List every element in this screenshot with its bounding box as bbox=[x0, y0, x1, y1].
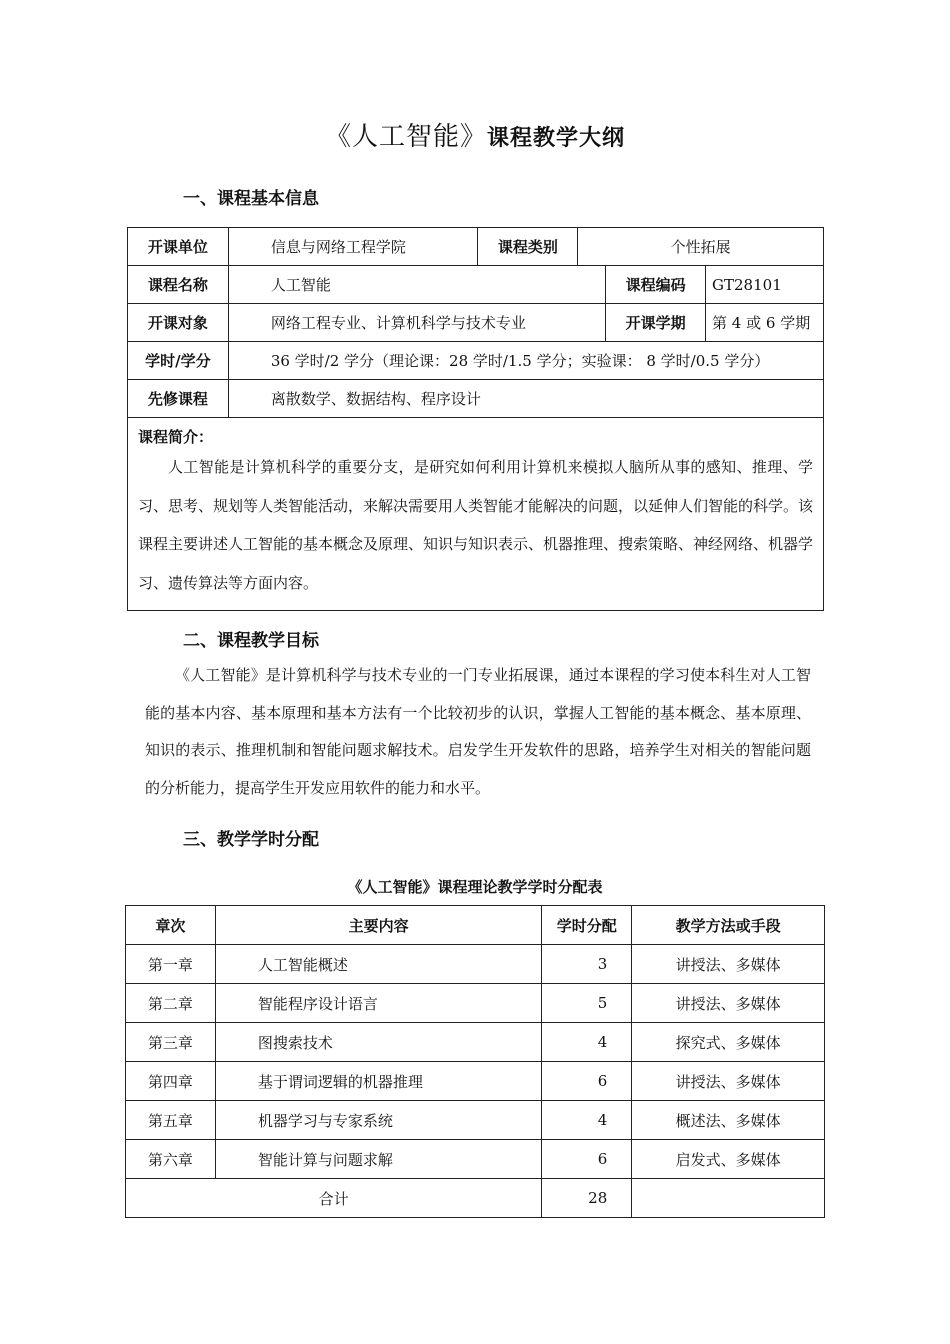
name-value: 人工智能 bbox=[228, 266, 605, 304]
hours-cell: 6 bbox=[542, 1062, 632, 1101]
hours-allocation-table bbox=[125, 905, 825, 1218]
header-content: 主要内容 bbox=[215, 906, 542, 945]
hours-table-caption: 《人工智能》课程理论教学学时分配表 bbox=[347, 878, 603, 896]
hours-cell: 4 bbox=[542, 1101, 632, 1140]
chapter-cell: 第六章 bbox=[126, 1140, 216, 1179]
term-value: 第 4 或 6 学期 bbox=[706, 304, 824, 342]
method-cell: 讲授法、多媒体 bbox=[632, 984, 825, 1023]
content-cell: 智能程序设计语言 bbox=[215, 984, 542, 1023]
header-hours: 学时分配 bbox=[542, 906, 632, 945]
code-value: GT28101 bbox=[706, 266, 824, 304]
prereq-value: 离散数学、数据结构、程序设计 bbox=[228, 380, 823, 418]
method-cell: 探究式、多媒体 bbox=[632, 1023, 825, 1062]
section-heading-objective: 二、课程教学目标 bbox=[183, 631, 319, 651]
content-cell: 图搜索技术 bbox=[215, 1023, 542, 1062]
total-method-empty bbox=[632, 1179, 825, 1218]
hours-cell: 5 bbox=[542, 984, 632, 1023]
hours-label: 学时/学分 bbox=[128, 342, 229, 380]
page-title bbox=[0, 116, 950, 153]
total-row bbox=[126, 1179, 825, 1218]
table-row bbox=[126, 945, 825, 984]
section-heading-hours: 三、教学学时分配 bbox=[183, 830, 319, 850]
target-value: 网络工程专业、计算机科学与技术专业 bbox=[228, 304, 605, 342]
table-row bbox=[126, 1101, 825, 1140]
name-label: 课程名称 bbox=[128, 266, 229, 304]
content-cell: 人工智能概述 bbox=[215, 945, 542, 984]
table-row bbox=[126, 1062, 825, 1101]
header-chapter: 章次 bbox=[126, 906, 216, 945]
target-label: 开课对象 bbox=[128, 304, 229, 342]
intro-text: 人工智能是计算机科学的重要分支，是研究如何利用计算机来模拟人脑所从事的感知、推理、学习、思考、规划等人类智能活动，来解决需要用人类智能才能解决的问题，以延伸人们智能的科学。该课程主要讲述人工智能的基本概念及原理、知识与知识表示、机器推理、搜索策略、神经网络、机器学习、遗传算法等方面内容。 bbox=[138, 458, 814, 592]
hours-cell: 4 bbox=[542, 1023, 632, 1062]
title-book: 《人工智能》 bbox=[324, 122, 487, 152]
table-row bbox=[126, 1140, 825, 1179]
table-row bbox=[126, 984, 825, 1023]
unit-value: 信息与网络工程学院 bbox=[228, 228, 478, 266]
course-intro-cell bbox=[128, 418, 824, 611]
intro-label: 课程简介： bbox=[138, 428, 214, 446]
table-row bbox=[126, 1023, 825, 1062]
chapter-cell: 第二章 bbox=[126, 984, 216, 1023]
header-method: 教学方法或手段 bbox=[632, 906, 825, 945]
hours-cell: 3 bbox=[542, 945, 632, 984]
total-value: 28 bbox=[542, 1179, 632, 1218]
hours-cell: 6 bbox=[542, 1140, 632, 1179]
course-info-table bbox=[127, 227, 824, 611]
prereq-label: 先修课程 bbox=[128, 380, 229, 418]
total-label: 合计 bbox=[126, 1179, 542, 1218]
chapter-cell: 第三章 bbox=[126, 1023, 216, 1062]
chapter-cell: 第五章 bbox=[126, 1101, 216, 1140]
method-cell: 讲授法、多媒体 bbox=[632, 1062, 825, 1101]
content-cell: 智能计算与问题求解 bbox=[215, 1140, 542, 1179]
section-heading-basic-info: 一、课程基本信息 bbox=[183, 189, 319, 209]
hours-value: 36 学时/2 学分（理论课：28 学时/1.5 学分；实验课： 8 学时/0.5 学分） bbox=[228, 342, 823, 380]
chapter-cell: 第四章 bbox=[126, 1062, 216, 1101]
method-cell: 讲授法、多媒体 bbox=[632, 945, 825, 984]
code-label: 课程编码 bbox=[606, 266, 706, 304]
type-label: 课程类别 bbox=[478, 228, 578, 266]
content-cell: 机器学习与专家系统 bbox=[215, 1101, 542, 1140]
term-label: 开课学期 bbox=[606, 304, 706, 342]
objective-paragraph: 《人工智能》是计算机科学与技术专业的一门专业拓展课，通过本课程的学习使本科生对人工智能的基本内容、基本原理和基本方法有一个比较初步的认识，掌握人工智能的基本概念、基本原理、知识的表示、推理机制和智能问题求解技术。启发学生开发软件的思路，培养学生对相关的智能问题的分析能力，提高学生开发应用软件的能力和水平。 bbox=[145, 666, 811, 797]
unit-label: 开课单位 bbox=[128, 228, 229, 266]
method-cell: 启发式、多媒体 bbox=[632, 1140, 825, 1179]
type-value: 个性拓展 bbox=[578, 228, 824, 266]
method-cell: 概述法、多媒体 bbox=[632, 1101, 825, 1140]
title-rest: 课程教学大纲 bbox=[487, 126, 626, 151]
content-cell: 基于谓词逻辑的机器推理 bbox=[215, 1062, 542, 1101]
chapter-cell: 第一章 bbox=[126, 945, 216, 984]
